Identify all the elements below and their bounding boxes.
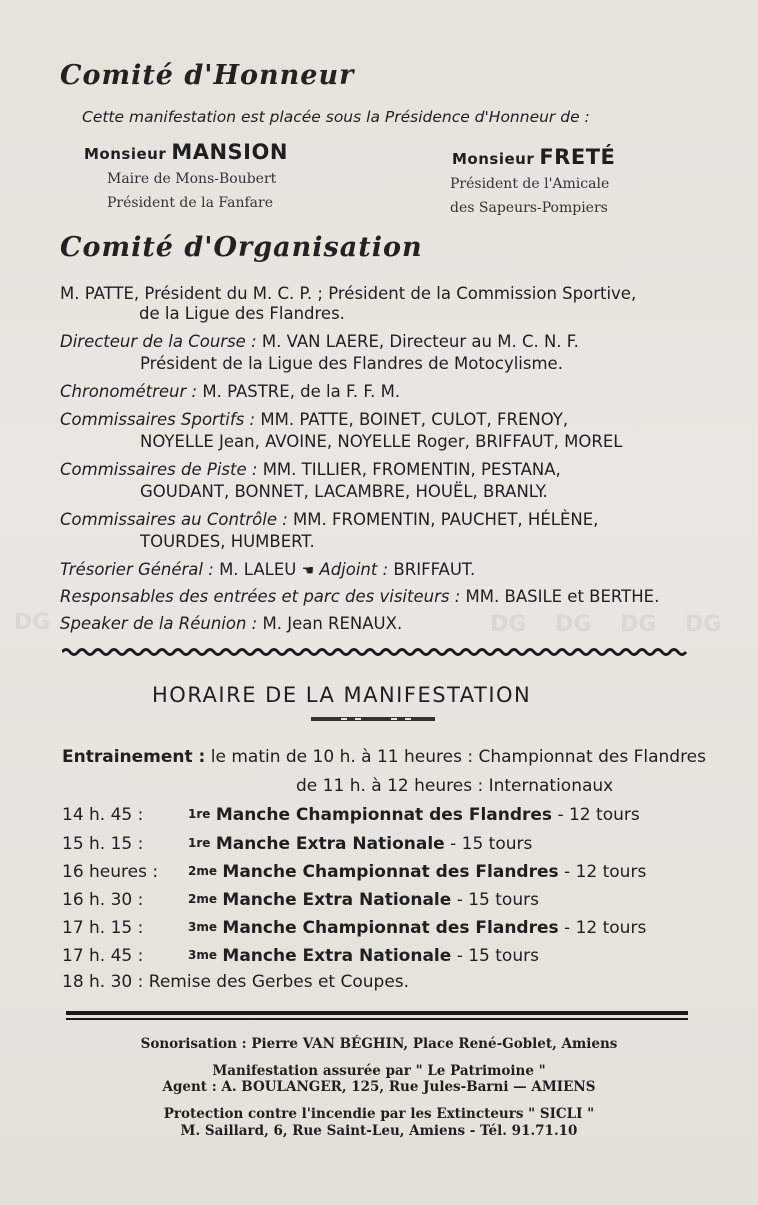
schedule-final-event: Remise des Gerbes et Coupes. <box>148 972 410 992</box>
honneur-left-line1: Maire de Mons-Boubert <box>107 171 277 187</box>
schedule-event: Manche Championnat des Flandres <box>215 805 553 825</box>
watermark: DG <box>685 612 722 637</box>
entrainement-text1: le matin de 10 h. à 11 heures : Championnat des Flandres <box>210 747 706 767</box>
schedule-time: 15 h. 15 : <box>62 834 144 854</box>
honneur-title: Comité d'Honneur <box>60 60 355 91</box>
org-sportifs-line2: NOYELLE Jean, AVOINE, NOYELLE Roger, BRIFFAUT, MOREL <box>140 432 623 451</box>
org-adjoint-value: BRIFFAUT. <box>393 560 476 579</box>
org-sportifs-line1: MM. PATTE, BOINET, CULOT, FRENOY, <box>260 410 569 429</box>
schedule-event: Manche Extra Nationale <box>222 946 452 966</box>
org-sportifs <box>60 410 568 429</box>
schedule-tours: - 12 tours <box>557 805 640 825</box>
org-tresorier-label: Trésorier Général : <box>60 560 214 579</box>
schedule-time: 14 h. 45 : <box>62 805 144 825</box>
schedule-tours: - 15 tours <box>456 890 539 910</box>
org-directeur-label: Directeur de la Course : <box>60 332 257 351</box>
schedule-time: 17 h. 15 : <box>62 918 144 938</box>
org-speaker-label: Speaker de la Réunion : <box>60 614 258 633</box>
org-patte-line2: de la Ligue des Flandres. <box>139 304 345 323</box>
org-responsables-label: Responsables des entrées et parc des visiteurs : <box>60 587 461 606</box>
schedule-event: Manche Championnat des Flandres <box>222 862 559 882</box>
schedule-row <box>62 890 539 910</box>
schedule-ordinal: 1re <box>188 836 211 850</box>
org-directeur-value: M. VAN LAERE, Directeur au M. C. N. F. <box>261 332 579 351</box>
org-speaker-value: M. Jean RENAUX. <box>262 614 403 633</box>
honneur-left-surname: MANSION <box>171 140 288 164</box>
title-ornament <box>311 715 435 723</box>
footer-saillard: M. Saillard, 6, Rue Saint-Leu, Amiens - Tél. 91.71.10 <box>180 1123 578 1139</box>
org-speaker <box>60 614 402 633</box>
footer-protection: Protection contre l'incendie par les Extincteurs " SICLI " <box>163 1106 595 1122</box>
org-adjoint-label: Adjoint : <box>319 560 389 579</box>
watermark: DG <box>490 612 527 637</box>
schedule-ordinal: 3me <box>188 948 217 962</box>
org-tresorier-value: M. LALEU <box>219 560 297 579</box>
honneur-left-prefix: Monsieur <box>84 145 167 163</box>
org-controle-label: Commissaires au Contrôle : <box>60 510 288 529</box>
organisation-title: Comité d'Organisation <box>60 232 423 263</box>
org-patte-line1: M. PATTE, Président du M. C. P. ; Président de la Commission Sportive, <box>60 284 637 303</box>
footer-assurance: Manifestation assurée par " Le Patrimoine " <box>212 1063 546 1079</box>
schedule-row <box>62 946 539 966</box>
schedule-time: 16 h. 30 : <box>62 890 144 910</box>
entrainement-line2: de 11 h. à 12 heures : Internationaux <box>296 776 614 796</box>
schedule-tours: - 15 tours <box>450 834 533 854</box>
org-responsables <box>60 587 659 606</box>
footer-sonorisation: Sonorisation : Pierre VAN BÉGHIN, Place René-Goblet, Amiens <box>140 1036 618 1052</box>
org-responsables-value: MM. BASILE et BERTHE. <box>465 587 660 606</box>
watermark: DG <box>14 610 51 635</box>
schedule-row <box>62 918 646 938</box>
double-rule-bottom <box>66 1018 688 1020</box>
schedule-time: 16 heures : <box>62 862 159 882</box>
schedule-final-time: 18 h. 30 : <box>62 972 144 992</box>
honneur-right-line1: Président de l'Amicale <box>450 176 610 192</box>
schedule-event: Manche Championnat des Flandres <box>222 918 559 938</box>
schedule-event: Manche Extra Nationale <box>222 890 452 910</box>
schedule-tours: - 12 tours <box>564 862 647 882</box>
entrainement-label: Entrainement : <box>62 747 206 767</box>
schedule-time: 17 h. 45 : <box>62 946 144 966</box>
schedule-row-final <box>62 972 409 992</box>
honneur-right-name <box>452 145 615 169</box>
org-sportifs-label: Commissaires Sportifs : <box>60 410 256 429</box>
pointing-hand-icon: ☚ <box>301 563 315 579</box>
honneur-left-name <box>84 140 288 164</box>
org-controle-line2: TOURDES, HUMBERT. <box>140 532 315 551</box>
watermark: DG <box>620 612 657 637</box>
entrainement-line1 <box>62 747 706 767</box>
schedule-tours: - 12 tours <box>564 918 647 938</box>
org-chrono-value: M. PASTRE, de la F. F. M. <box>202 382 401 401</box>
schedule-ordinal: 1re <box>188 807 211 821</box>
schedule-ordinal: 3me <box>188 920 217 934</box>
footer-agent: Agent : A. BOULANGER, 125, Rue Jules-Barni — AMIENS <box>162 1079 596 1095</box>
schedule-row <box>62 805 640 825</box>
org-piste <box>60 460 561 479</box>
org-controle <box>60 510 598 529</box>
honneur-left-line2: Président de la Fanfare <box>107 195 274 211</box>
honneur-right-surname: FRETÉ <box>539 145 616 169</box>
honneur-right-prefix: Monsieur <box>452 150 535 168</box>
org-piste-line2: GOUDANT, BONNET, LACAMBRE, HOUËL, BRANLY. <box>140 482 548 501</box>
double-rule-top <box>66 1011 688 1015</box>
org-directeur-line2: Président de la Ligue des Flandres de Motocylisme. <box>140 354 563 373</box>
wavy-divider <box>62 647 690 657</box>
org-directeur <box>60 332 579 351</box>
schedule-tours: - 15 tours <box>456 946 539 966</box>
org-controle-line1: MM. FROMENTIN, PAUCHET, HÉLÈNE, <box>293 510 599 529</box>
org-tresorier <box>60 560 475 579</box>
honneur-right-line2: des Sapeurs-Pompiers <box>450 200 608 216</box>
schedule-ordinal: 2me <box>188 864 217 878</box>
schedule-row <box>62 862 646 882</box>
schedule-ordinal: 2me <box>188 892 217 906</box>
honneur-intro: Cette manifestation est placée sous la Présidence d'Honneur de : <box>82 108 590 126</box>
schedule-event: Manche Extra Nationale <box>215 834 445 854</box>
horaire-title: HORAIRE DE LA MANIFESTATION <box>152 683 532 707</box>
org-chrono-label: Chronométreur : <box>60 382 198 401</box>
org-piste-line1: MM. TILLIER, FROMENTIN, PESTANA, <box>262 460 561 479</box>
schedule-row <box>62 834 532 854</box>
org-piste-label: Commissaires de Piste : <box>60 460 258 479</box>
watermark: DG <box>555 612 592 637</box>
org-chrono <box>60 382 400 401</box>
